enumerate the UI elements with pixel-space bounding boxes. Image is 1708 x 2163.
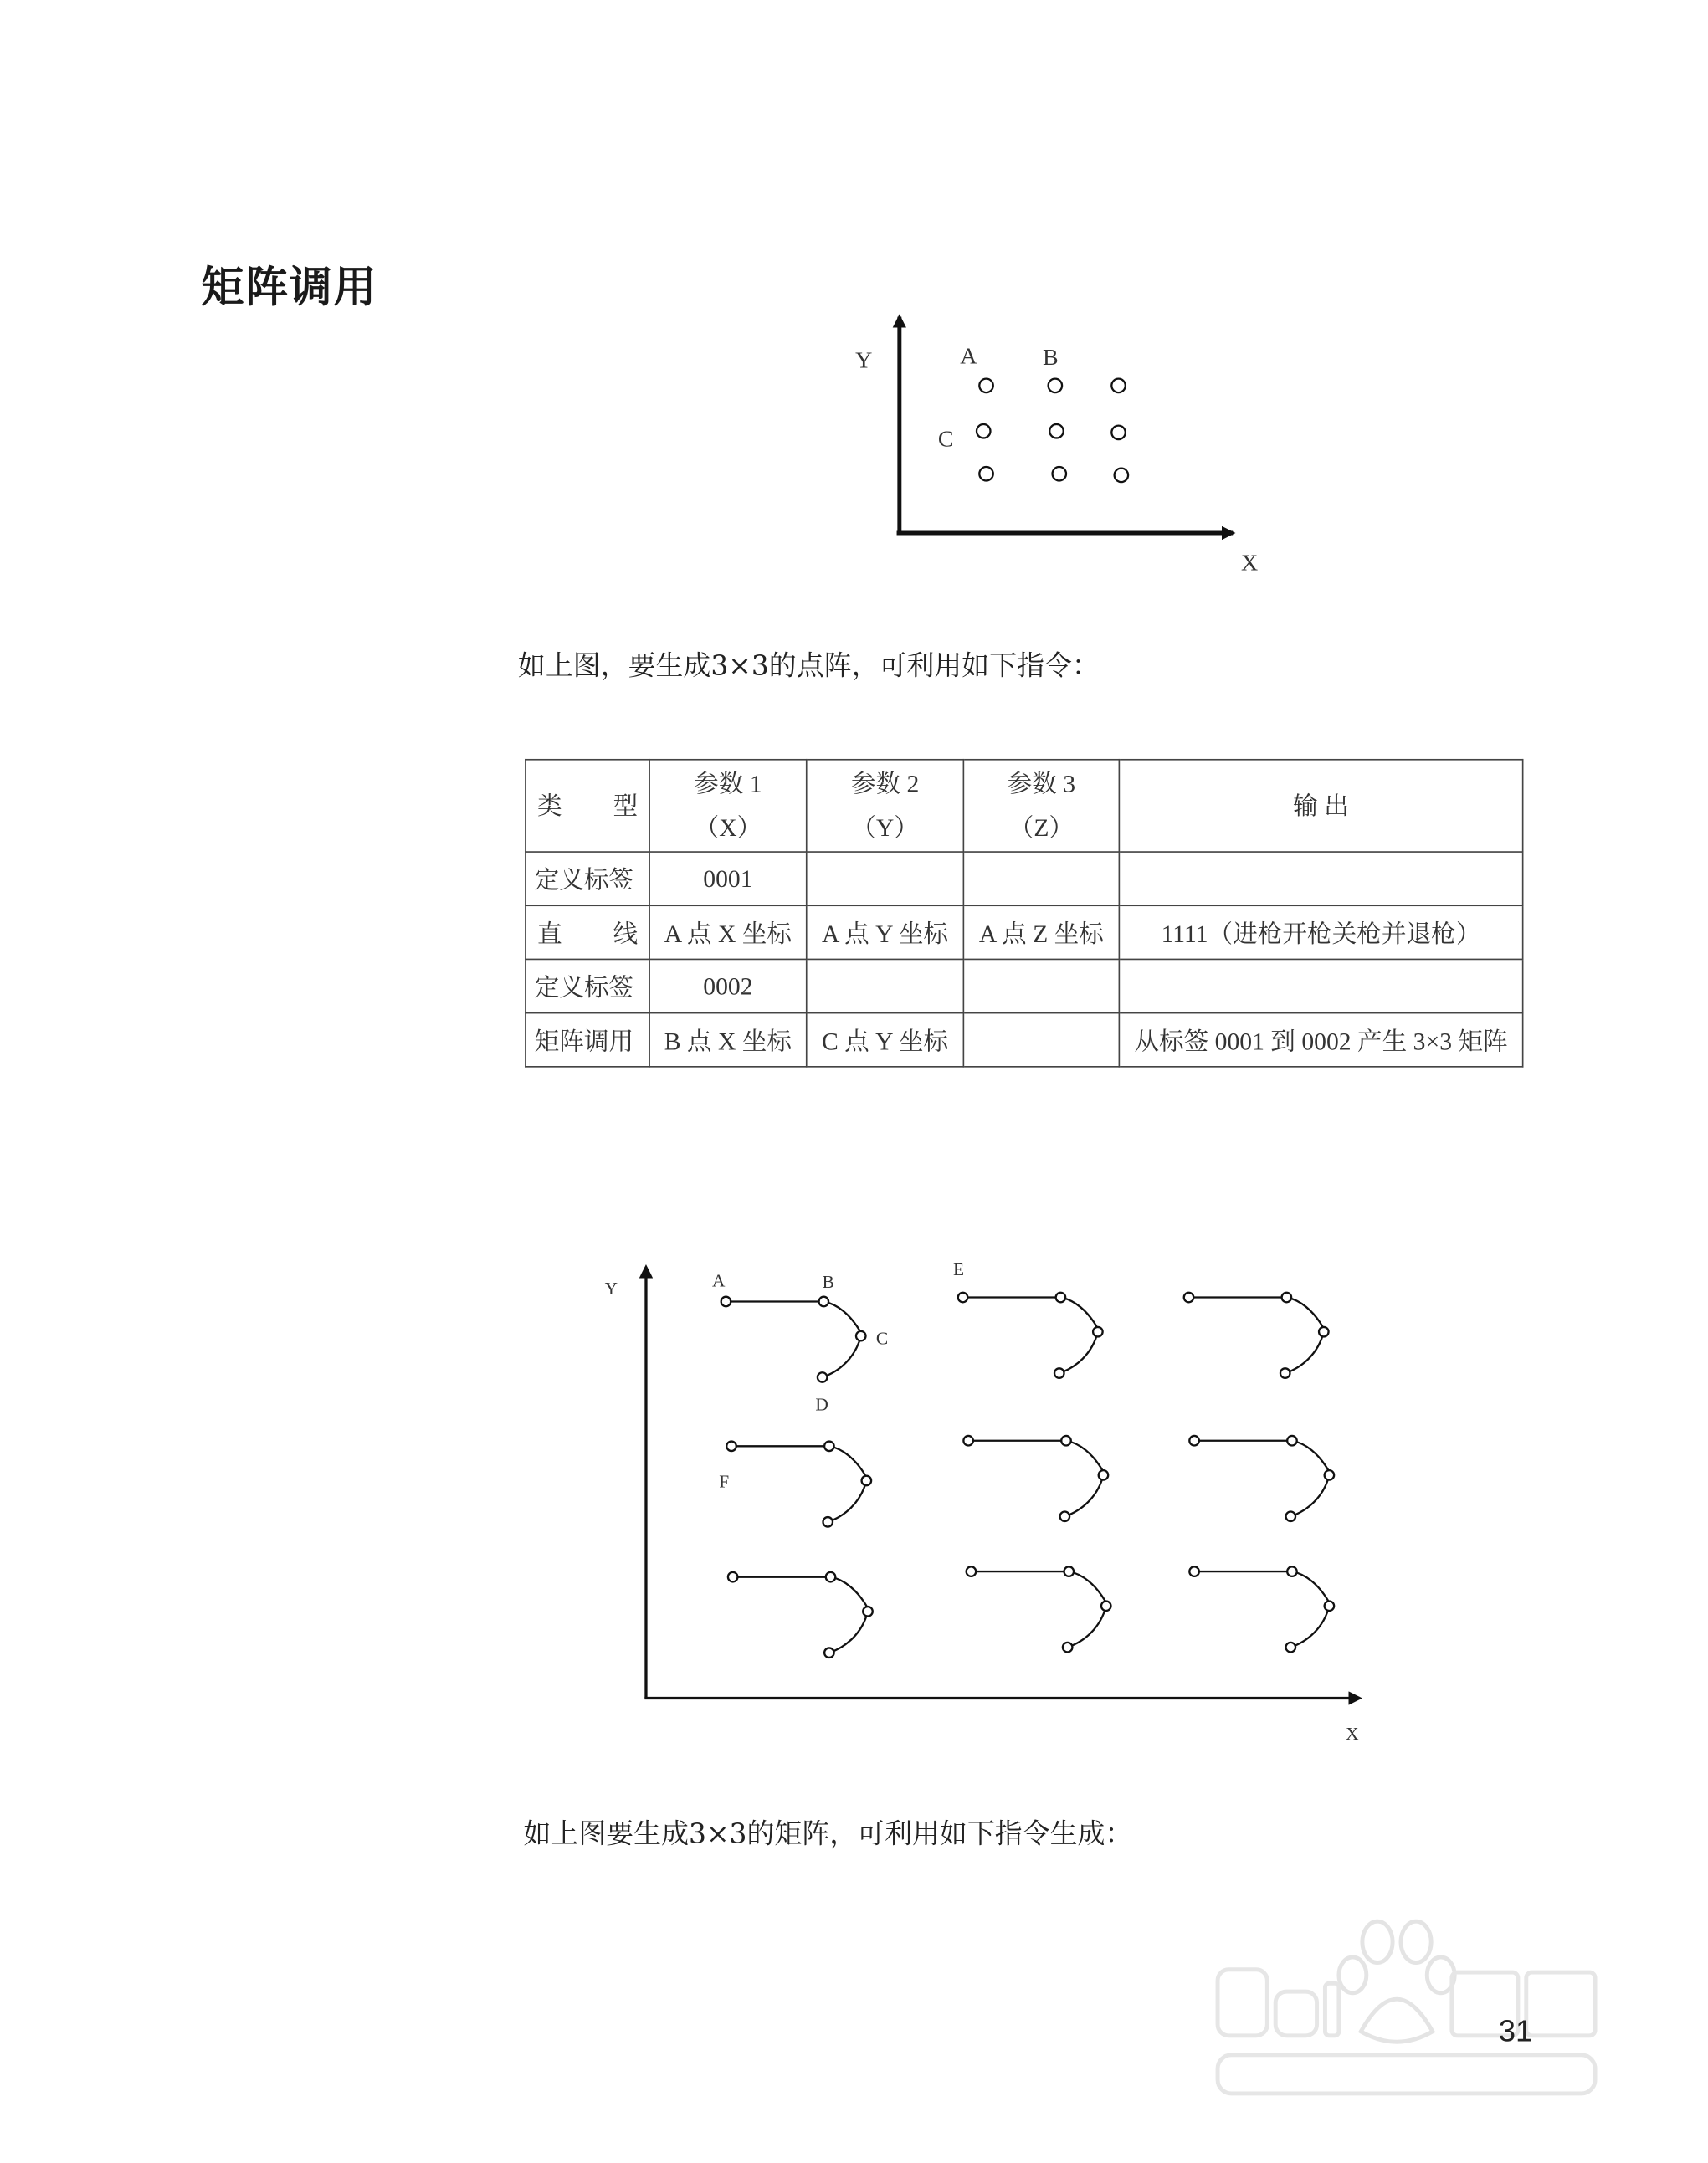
point-marker bbox=[979, 379, 992, 392]
cell-param2 bbox=[807, 852, 964, 905]
point-marker bbox=[863, 1607, 873, 1617]
line-arc-path bbox=[971, 1571, 1108, 1648]
point-label-a: A bbox=[711, 1270, 726, 1291]
point-marker bbox=[1060, 1511, 1070, 1521]
arc-path-shape bbox=[1189, 1436, 1334, 1521]
point-marker bbox=[1286, 1511, 1296, 1521]
line-arc-path bbox=[1188, 1298, 1326, 1374]
point-marker bbox=[1111, 379, 1125, 392]
arc-matrix-diagram bbox=[605, 1259, 1360, 1744]
point-marker bbox=[862, 1476, 872, 1486]
cell-param3 bbox=[963, 1013, 1119, 1067]
point-marker bbox=[1189, 1436, 1199, 1446]
arc-path-shape bbox=[963, 1436, 1108, 1521]
point-marker bbox=[1287, 1566, 1297, 1576]
cell-output: 从标签 0001 到 0002 产生 3×3 矩阵 bbox=[1119, 1013, 1522, 1067]
header-param3 bbox=[963, 760, 1119, 852]
watermark-lettering-shapes bbox=[1218, 1970, 1595, 2094]
point-marker bbox=[1054, 1368, 1064, 1378]
point-marker bbox=[1287, 1436, 1297, 1446]
dot-grid-diagram bbox=[855, 317, 1258, 577]
point-marker bbox=[1325, 1601, 1335, 1611]
point-label-b: B bbox=[822, 1272, 834, 1293]
point-marker bbox=[1319, 1327, 1329, 1337]
x-axis-label: X bbox=[1346, 1723, 1359, 1744]
header-output: 输 出 bbox=[1119, 760, 1522, 852]
arc-path-shape bbox=[967, 1566, 1111, 1652]
point-marker bbox=[1325, 1470, 1335, 1480]
point-marker bbox=[1282, 1293, 1292, 1303]
point-marker bbox=[977, 424, 990, 438]
line-arc-path bbox=[726, 1301, 863, 1377]
y-axis-label: Y bbox=[604, 1279, 618, 1299]
cell-output bbox=[1119, 852, 1522, 905]
section-title: 矩阵调用 bbox=[201, 263, 378, 313]
y-axis-label: Y bbox=[855, 347, 873, 374]
point-label-e: E bbox=[953, 1259, 965, 1280]
header-param2 bbox=[807, 760, 964, 852]
arc-path-shape bbox=[958, 1293, 1103, 1378]
point-marker bbox=[1189, 1566, 1199, 1576]
cell-output bbox=[1119, 959, 1522, 1012]
header-param2-label: 参数 2 bbox=[850, 770, 920, 798]
point-marker bbox=[826, 1572, 836, 1582]
point-marker bbox=[726, 1442, 736, 1452]
point-marker bbox=[1101, 1601, 1111, 1611]
cell-type: 定义标签 bbox=[526, 852, 649, 905]
page-number: 31 bbox=[1498, 2013, 1533, 2048]
point-marker bbox=[1063, 1643, 1073, 1653]
cell-type: 矩阵调用 bbox=[526, 1013, 649, 1067]
line-arc-path bbox=[1194, 1441, 1331, 1517]
x-axis-label: X bbox=[1241, 550, 1259, 577]
arc-path-shape bbox=[726, 1442, 871, 1527]
point-marker bbox=[824, 1648, 834, 1658]
point-marker bbox=[1280, 1368, 1290, 1378]
point-marker bbox=[818, 1372, 828, 1382]
point-marker bbox=[967, 1566, 977, 1576]
point-label-c: C bbox=[875, 1328, 889, 1349]
table-row bbox=[526, 905, 1523, 959]
header-param1-label: 参数 1 bbox=[694, 770, 762, 798]
arc-path-shape bbox=[728, 1572, 873, 1658]
point-marker bbox=[958, 1293, 968, 1303]
point-label-f: F bbox=[719, 1471, 730, 1492]
point-marker bbox=[1111, 426, 1125, 439]
paragraph-arc-matrix: 如上图要生成3×3的矩阵，可利用如下指令生成： bbox=[523, 1817, 1133, 1850]
arc-path-shape bbox=[721, 1297, 866, 1382]
baidu-jingyan-watermark bbox=[1209, 1900, 1608, 2107]
point-label-b: B bbox=[1043, 345, 1059, 372]
cell-param1: B 点 X 坐标 bbox=[649, 1013, 807, 1067]
table-row bbox=[526, 959, 1523, 1012]
point-label-d: D bbox=[815, 1394, 828, 1415]
cell-param1: A 点 X 坐标 bbox=[649, 905, 807, 959]
point-marker bbox=[1064, 1566, 1075, 1576]
point-marker bbox=[819, 1297, 829, 1307]
point-marker bbox=[1049, 424, 1063, 438]
line-arc-path bbox=[963, 1298, 1100, 1374]
point-marker bbox=[979, 467, 992, 480]
table-row bbox=[526, 852, 1523, 905]
cell-param2: A 点 Y 坐标 bbox=[807, 905, 964, 959]
table-row bbox=[526, 1013, 1523, 1067]
command-table bbox=[525, 759, 1523, 1068]
arc-path-shape bbox=[1189, 1566, 1334, 1652]
point-marker bbox=[1053, 467, 1066, 480]
line-arc-path bbox=[731, 1446, 869, 1522]
header-param1 bbox=[649, 760, 807, 852]
cell-param2 bbox=[807, 959, 964, 1012]
cell-param3: A 点 Z 坐标 bbox=[963, 905, 1119, 959]
point-marker bbox=[1056, 1293, 1066, 1303]
cell-type: 直 线 bbox=[526, 905, 649, 959]
header-param1-axis: （X） bbox=[694, 813, 762, 842]
point-marker bbox=[1115, 469, 1128, 482]
table-header-row bbox=[526, 760, 1523, 852]
cell-param2: C 点 Y 坐标 bbox=[807, 1013, 964, 1067]
point-marker bbox=[824, 1442, 834, 1452]
point-label-a: A bbox=[960, 343, 977, 370]
point-marker bbox=[856, 1331, 866, 1341]
cell-param3 bbox=[963, 959, 1119, 1012]
cell-output: 1111（进枪开枪关枪并退枪） bbox=[1119, 905, 1522, 959]
cell-param3 bbox=[963, 852, 1119, 905]
header-type: 类 型 bbox=[526, 760, 649, 852]
paragraph-dot-grid: 如上图，要生成3×3的点阵，可利用如下指令： bbox=[517, 648, 1100, 682]
header-param3-label: 参数 3 bbox=[1007, 770, 1076, 798]
point-marker bbox=[823, 1517, 833, 1527]
line-arc-path bbox=[968, 1441, 1105, 1517]
line-arc-path bbox=[1194, 1571, 1331, 1648]
point-marker bbox=[1093, 1327, 1103, 1337]
cell-param1: 0002 bbox=[649, 959, 807, 1012]
arc-path-shape bbox=[1184, 1293, 1329, 1378]
point-marker bbox=[1049, 379, 1062, 392]
paw-logo-icon bbox=[1339, 1921, 1454, 2042]
header-param2-axis: （Y） bbox=[851, 813, 919, 842]
point-marker bbox=[1286, 1643, 1296, 1653]
point-marker bbox=[728, 1572, 738, 1582]
point-label-c: C bbox=[937, 426, 954, 453]
cell-param1: 0001 bbox=[649, 852, 807, 905]
line-arc-path bbox=[733, 1577, 870, 1653]
point-marker bbox=[721, 1297, 731, 1307]
point-marker bbox=[1099, 1470, 1109, 1480]
point-marker bbox=[1061, 1436, 1071, 1446]
point-marker bbox=[1184, 1293, 1194, 1303]
cell-type: 定义标签 bbox=[526, 959, 649, 1012]
point-marker bbox=[963, 1436, 973, 1446]
header-param3-axis: （Z） bbox=[1008, 813, 1075, 842]
